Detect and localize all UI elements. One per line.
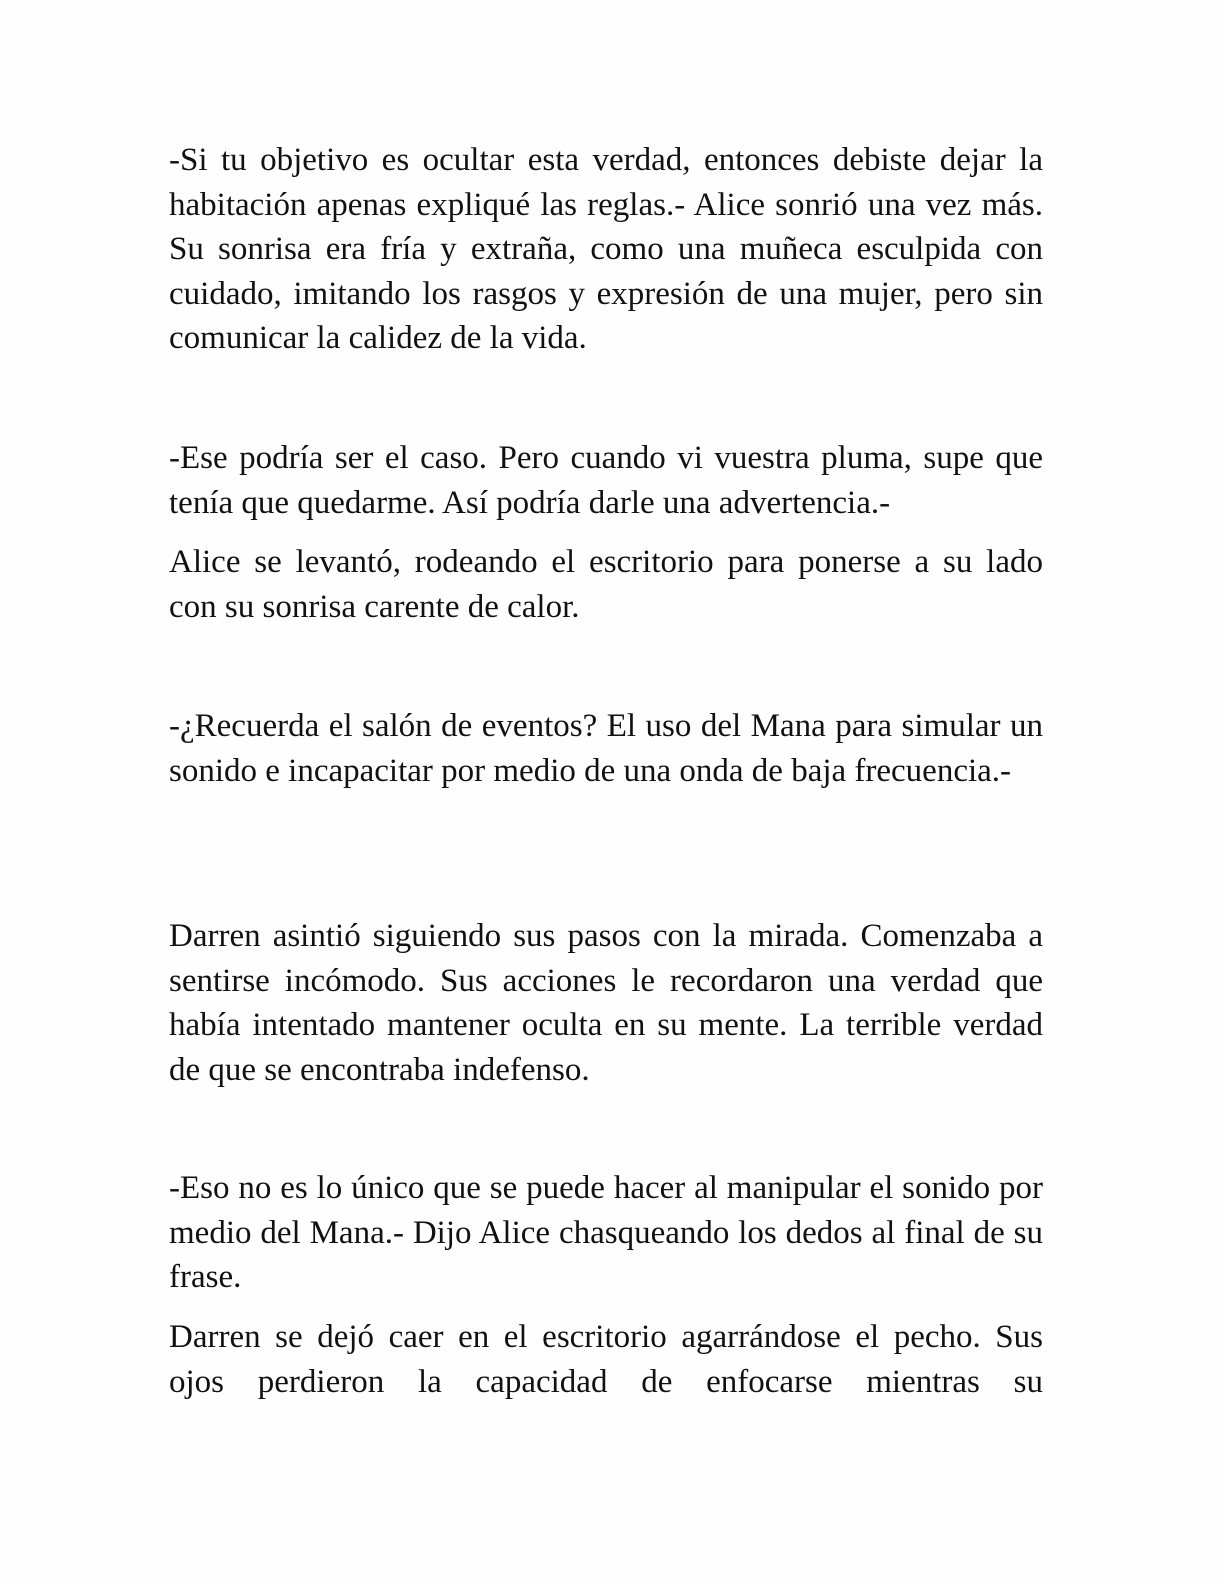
paragraph-1: -Si tu objetivo es ocultar esta verdad, entonces debiste dejar la habitación apenas expliqué las reglas.- Alice sonrió una vez más. Su sonrisa era fría y extraña, como una muñeca esculpida con cuidado, imitando los rasgos y expresión de una mujer, pero sin comunicar la calidez de la vida. xyxy=(169,142,1043,356)
paragraph-6: -Eso no es lo único que se puede hacer al manipular el sonido por medio del Mana.- Dijo Alice chasqueando los dedos al final de su frase. xyxy=(169,1170,1043,1295)
paragraph-4: -¿Recuerda el salón de eventos? El uso del Mana para simular un sonido e incapacitar por medio de una onda de baja frecuencia.- xyxy=(169,708,1043,789)
paragraph-5: Darren asintió siguiendo sus pasos con la mirada. Comenzaba a sentirse incómodo. Sus acciones le recordaron una verdad que había intentado mantener oculta en su mente. La terrible verdad de que se encontraba indefenso. xyxy=(169,918,1043,1088)
paragraph-3: Alice se levantó, rodeando el escritorio para ponerse a su lado con su sonrisa carente de calor. xyxy=(169,544,1043,625)
paragraph-7: Darren se dejó caer en el escritorio agarrándose el pecho. Sus ojos perdieron la capacidad de enfocarse mientras su xyxy=(169,1319,1043,1400)
paragraph-2: -Ese podría ser el caso. Pero cuando vi vuestra pluma, supe que tenía que quedarme. Así podría darle una advertencia.- xyxy=(169,440,1043,521)
